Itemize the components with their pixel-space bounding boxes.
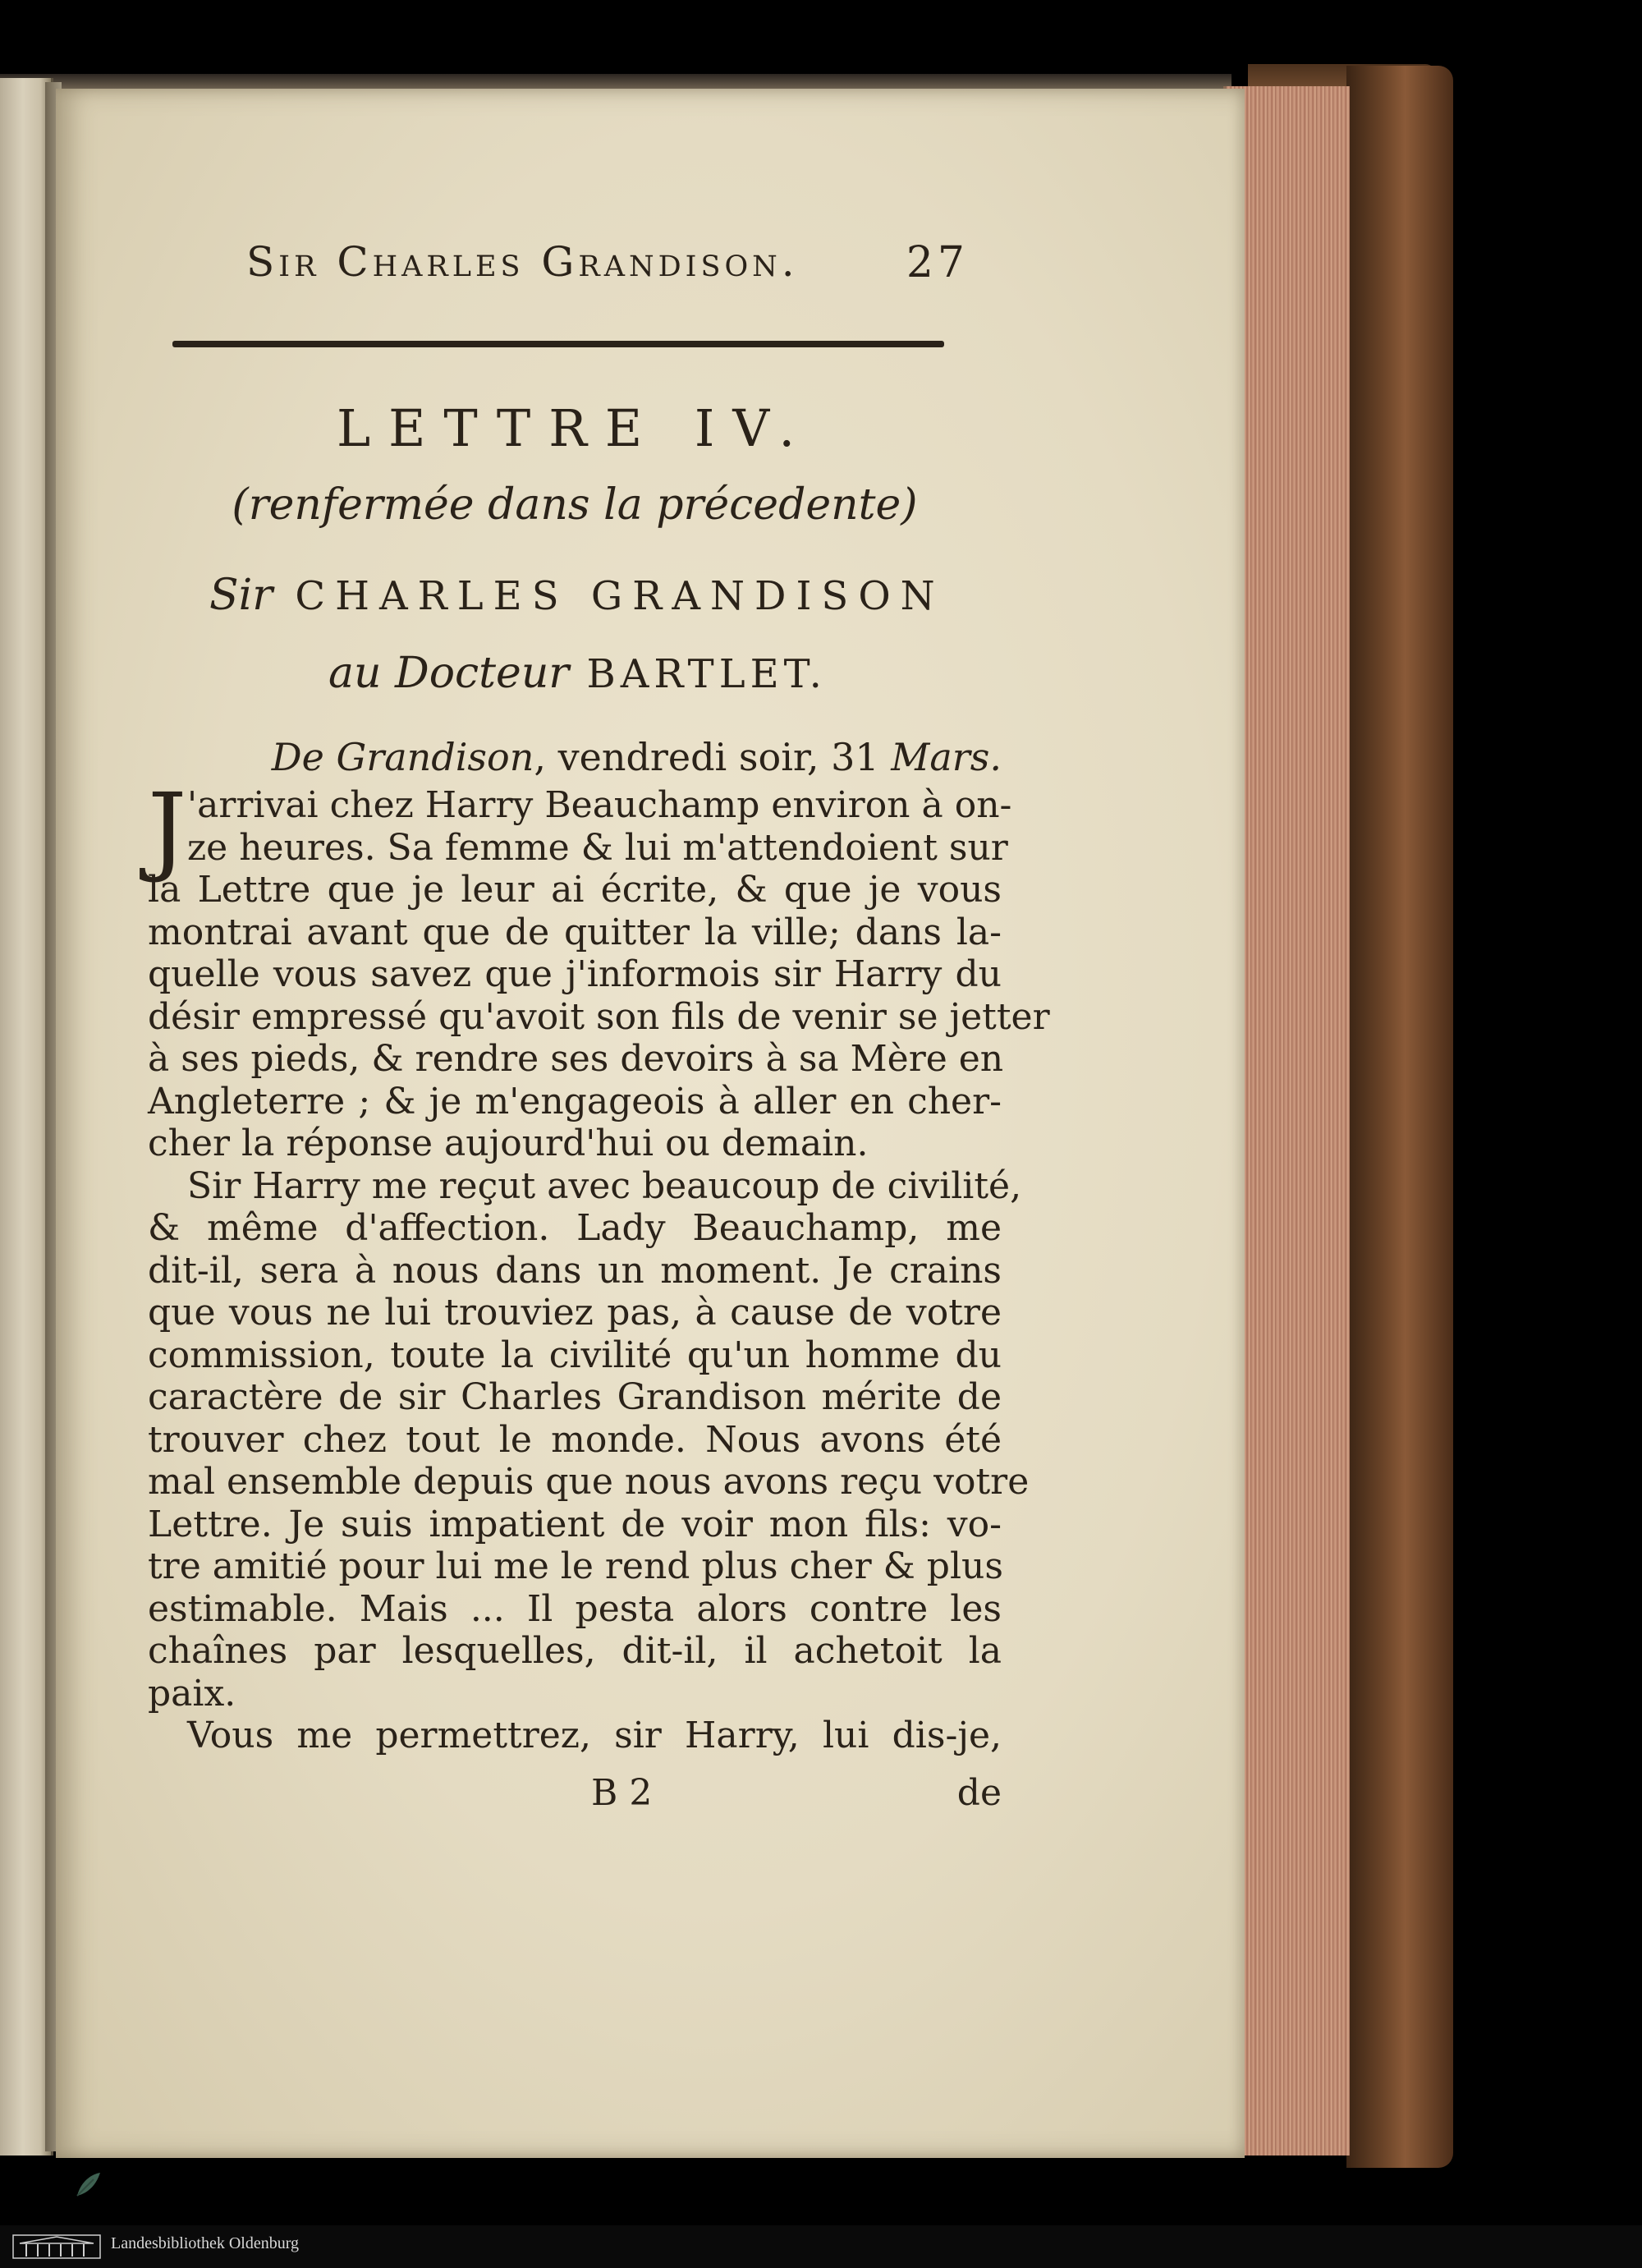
dateline [148, 735, 1002, 779]
body-line: la Lettre que je leur ai écrite, & que je vous [148, 869, 1002, 911]
addressee-line-2 [328, 649, 827, 698]
running-head [246, 238, 969, 296]
body-line: commission, toute la civilité qu'un homme du [148, 1334, 1002, 1376]
body-line: désir empressé qu'avoit son fils de venir se jetter [148, 995, 1050, 1038]
page-footer [148, 1772, 1002, 1818]
addressee-1-italic: Sir [209, 571, 273, 620]
library-name: Landesbibliothek Oldenburg [111, 2234, 300, 2252]
page-number: 27 [906, 238, 969, 287]
addressee-2-caps: BARTLET. [586, 651, 827, 697]
library-footer-bar [0, 2225, 1642, 2268]
body-line: à ses pieds, & rendre ses devoirs à sa Mère en [148, 1038, 1004, 1080]
body-line: que vous ne lui trouviez pas, à cause de votre [148, 1292, 1002, 1334]
body-line: dit-il, sera à nous dans un moment. Je crains [148, 1249, 1002, 1292]
running-head-title: Sir Charles Grandison. [246, 238, 799, 286]
letter-heading: LETTRE IV. [336, 398, 814, 458]
body-line: tre amitié pour lui me le rend plus cher & plus [148, 1545, 1003, 1587]
addressee-1-caps: CHARLES GRANDISON [295, 573, 945, 619]
body-line: quelle vous savez que j'informois sir Harry du [148, 953, 1002, 995]
body-line: 'arrivai chez Harry Beauchamp environ à on- [187, 784, 1012, 826]
book-cover-fore-edge [1346, 66, 1453, 2168]
library-building-icon [11, 2232, 102, 2261]
body-line: estimable. Mais ... Il pesta alors contre les [148, 1587, 1002, 1630]
body-line: Sir Harry me reçut avec beaucoup de civilité, [187, 1164, 1022, 1207]
body-line: Vous me permettrez, sir Harry, lui dis-je, [187, 1715, 1002, 1756]
body-line: Lettre. Je suis impatient de voir mon fils: vo- [148, 1503, 1002, 1545]
body-line: & même d'affection. Lady Beauchamp, me [148, 1207, 1002, 1249]
signature-mark: B 2 [591, 1772, 653, 1814]
letter-body [148, 772, 1050, 1757]
catchword: de [956, 1772, 1002, 1814]
book-binding-top [0, 74, 1232, 89]
body-line: mal ensemble depuis que nous avons reçu votre [148, 1461, 1030, 1503]
drop-cap: J [148, 772, 187, 885]
dateline-month: Mars. [891, 735, 1002, 779]
body-line: trouver chez tout le monde. Nous avons été [148, 1418, 1002, 1461]
addressee-line-1 [209, 571, 945, 620]
body-line: Angleterre ; & je m'engageois à aller en cher- [148, 1080, 1002, 1123]
body-line: chaînes par lesquelles, dit-il, il achetoit la [148, 1630, 1002, 1672]
letter-subheading: (renfermée dans la précedente) [232, 480, 918, 530]
dateline-middle: , vendredi soir, 31 [534, 735, 892, 779]
body-line: paix. [148, 1672, 236, 1715]
body-line: montrai avant que de quitter la ville; dans la- [148, 911, 1002, 953]
body-line: caractère de sir Charles Grandison mérite de [148, 1376, 1002, 1418]
leaf-icon [72, 2168, 105, 2201]
body-line: ze heures. Sa femme & lui m'attendoient sur [187, 826, 1008, 869]
body-line: cher la réponse aujourd'hui ou demain. [148, 1123, 869, 1164]
dateline-place: De Grandison [271, 735, 534, 779]
header-rule [172, 341, 944, 347]
addressee-2-italic: au Docteur [328, 649, 570, 698]
